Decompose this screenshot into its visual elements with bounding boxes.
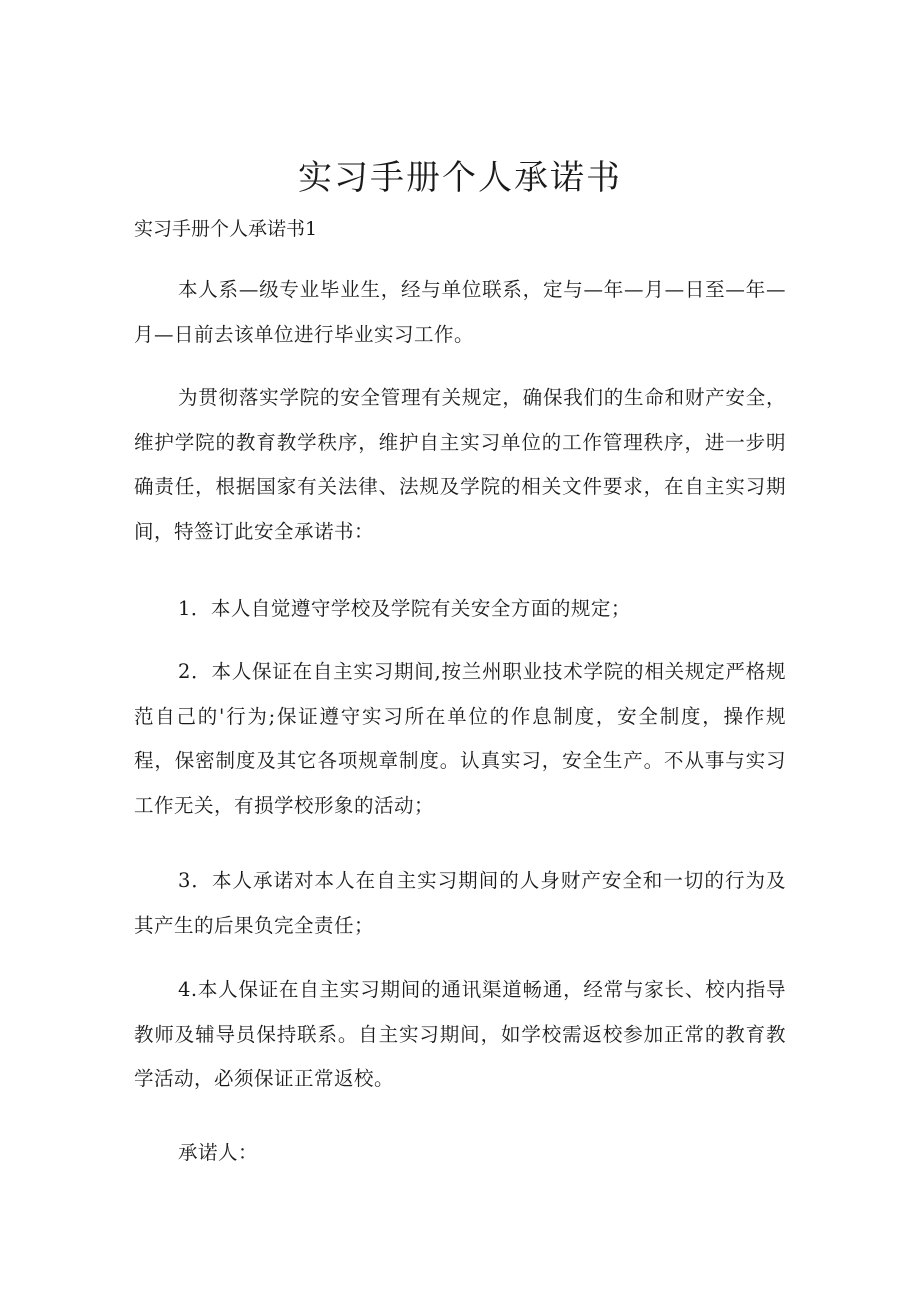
signature-label: 承诺人： [178,1141,259,1164]
paragraph-item-3: 3．本人承诺对本人在自主实习期间的人身财产安全和一切的行为及其产生的后果负完全责任； [134,869,786,937]
document-subtitle: 实习手册个人承诺书1 [134,218,318,240]
paragraph-item-4: 4.本人保证在自主实习期间的通讯渠道畅通，经常与家长、校内指导教师及辅导员保持联系。自主实习期间，如学校需返校参加正常的教育教学活动，必须保证正常返校。 [134,978,786,1090]
paragraph-item-2: 2．本人保证在自主实习期间,按兰州职业技术学院的相关规定严格规范自己的'行为;保证遵守实习所在单位的作息制度，安全制度，操作规程，保密制度及其它各项规章制度。认真实习，安全生产。不从事与实习工作无关，有损学校形象的活动； [134,660,786,817]
document-title: 实习手册个人承诺书 [298,158,622,198]
paragraph-internship-arrangement: 本人系—级专业毕业生，经与单位联系，定与—年—月—日至—年—月—日前去该单位进行毕业实习工作。 [134,278,786,346]
paragraph-item-1: 1．本人自觉遵守学校及学院有关安全方面的规定； [178,597,631,620]
paragraph-purpose: 为贯彻落实学院的安全管理有关规定，确保我们的生命和财产安全，维护学院的教育教学秩序，维护自主实习单位的工作管理秩序，进一步明确责任，根据国家有关法律、法规及学院的相关文件要求，在自主实习期间，特签订此安全承诺书： [134,386,786,543]
